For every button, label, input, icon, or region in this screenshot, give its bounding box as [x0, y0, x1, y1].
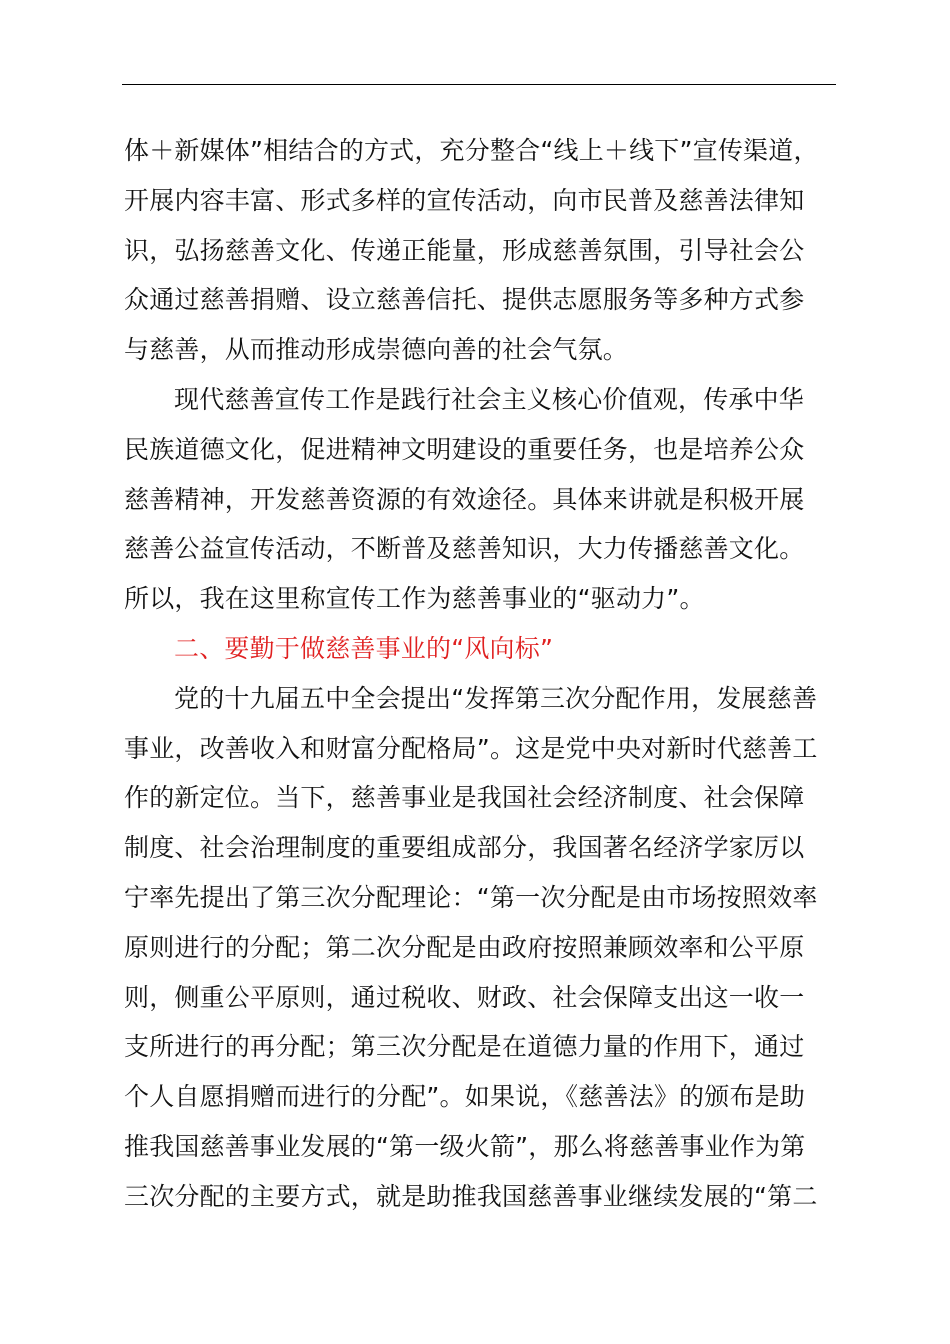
header-rule: [122, 84, 836, 85]
paragraph-line: 个人自愿捐赠而进行的分配”。如果说，《慈善法》的颁布是助: [124, 1082, 806, 1112]
paragraph-line: 制度、社会治理制度的重要组成部分，我国著名经济学家厉以: [124, 833, 805, 863]
section-heading: 二、要勤于做慈善事业的“风向标”: [174, 633, 554, 663]
paragraph-line: 宁率先提出了第三次分配理论：“第一次分配是由市场按照效率: [124, 882, 818, 912]
paragraph-line: 识，弘扬慈善文化、传递正能量，形成慈善氛围，引导社会公: [124, 235, 805, 265]
paragraph-line: 现代慈善宣传工作是践行社会主义核心价值观，传承中华: [174, 384, 805, 414]
paragraph-line: 慈善公益宣传活动，不断普及慈善知识，大力传播慈善文化。: [124, 534, 805, 564]
paragraph-line: 党的十九届五中全会提出“发挥第三次分配作用，发展慈善: [174, 683, 818, 713]
paragraph-line: 支所进行的再分配；第三次分配是在道德力量的作用下，通过: [124, 1032, 805, 1062]
paragraph-line: 三次分配的主要方式，就是助推我国慈善事业继续发展的“第二: [124, 1181, 818, 1211]
paragraph-line: 所以，我在这里称宣传工作为慈善事业的“驱动力”。: [124, 584, 705, 614]
paragraph-line: 原则进行的分配；第二次分配是由政府按照兼顾效率和公平原: [124, 932, 805, 962]
paragraph-line: 众通过慈善捐赠、设立慈善信托、提供志愿服务等多种方式参: [124, 285, 805, 315]
paragraph-line: 与慈善，从而推动形成崇德向善的社会气氛。: [124, 335, 629, 365]
document-body: [124, 126, 840, 1222]
paragraph-line: 事业，改善收入和财富分配格局”。这是党中央对新时代慈善工: [124, 733, 818, 763]
paragraph-line: 开展内容丰富、形式多样的宣传活动，向市民普及慈善法律知: [124, 185, 805, 215]
paragraph-line: 慈善精神，开发慈善资源的有效途径。具体来讲就是积极开展: [124, 484, 805, 514]
paragraph-line: 民族道德文化，促进精神文明建设的重要任务，也是培养公众: [124, 434, 805, 464]
paragraph-line: 则，侧重公平原则，通过税收、财政、社会保障支出这一收一: [124, 982, 805, 1012]
paragraph-line: 推我国慈善事业发展的“第一级火箭”，那么将慈善事业作为第: [124, 1131, 806, 1161]
paragraph-line: 体＋新媒体”相结合的方式，充分整合“线上＋线下”宣传渠道，: [124, 136, 819, 165]
paragraph-line: 作的新定位。当下，慈善事业是我国社会经济制度、社会保障: [124, 783, 805, 813]
